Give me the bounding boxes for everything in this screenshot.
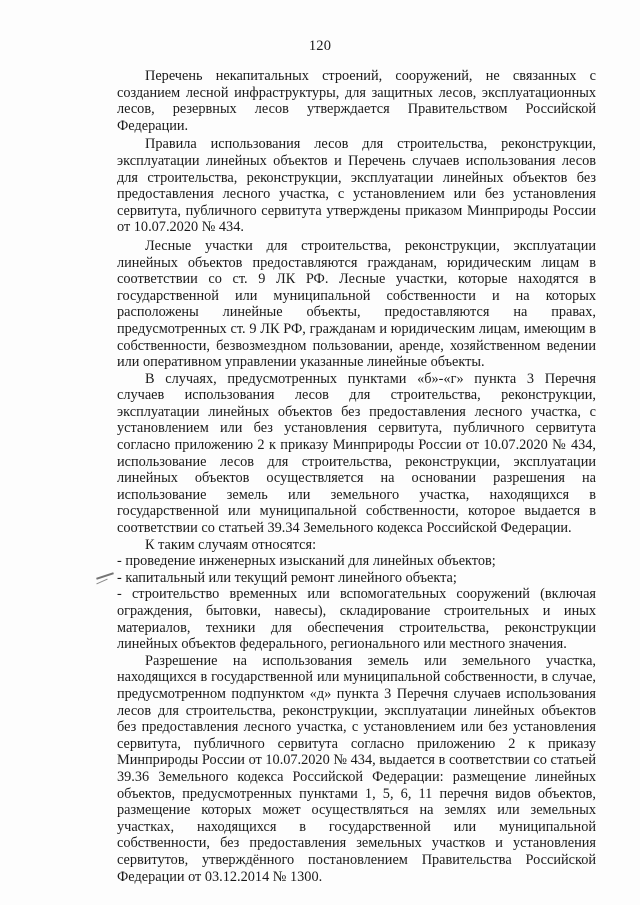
list-item-repair: - капитальный или текущий ремонт линейного объекта; (117, 569, 457, 586)
document-body (117, 68, 596, 885)
page-number: 120 (308, 38, 332, 54)
paragraph-noncapital-structures: Перечень некапитальных строений, сооружений, не связанных с созданием лесной инфраструктуры, для защитных лесов, эксплуатационных лесов, резервных лесов утверждается Правительством Российской Федерации. (117, 68, 596, 134)
paragraph-rules-linear-objects: Правила использования лесов для строительства, реконструкции, эксплуатации линейных объектов и Перечень случаев использования лесов для строительства, реконструкции, эксплуатации линейных объектов без предоставления лесного участка, с установлением или без установления сервитута, публичного сервитута утверждены приказом Минприроды России от 10.07.2020 № 434. (117, 136, 596, 236)
scan-artifact-mark (96, 579, 107, 585)
paragraph-land-use-permission: Разрешение на использования земель или земельного участка, находящихся в государственной или муниципальной собственности, в случае, предусмотренном подпунктом «д» пункта 3 Перечня случаев использования лесов для строительства, реконструкции, эксплуатации линейных объектов без предоставления лесного участка, с установлением или без установления сервитута, публичного сервитута согласно приложению 2 к приказу Минприроды России от 10.07.2020 № 434, выдается в соответствии со статьей 39.36 Земельного кодекса Российской Федерации: размещение линейных объектов, предусмотренных пунктами 1, 5, 6, 11 перечня видов объектов, размещение которых может осуществляться на землях или земельных участках, находящихся в государственной или муниципальной собственности, без предоставления земельных участков и установления сервитутов, утверждённого постановлением Правительства Российской Федерации от 03.12.2014 № 1300. (117, 652, 596, 885)
paragraph-cases-intro: К таким случаям относятся: (145, 536, 317, 553)
paragraph-cases-permission: В случаях, предусмотренных пунктами «б»-«г» пункта 3 Перечня случаев использования лесов для строительства, реконструкции, эксплуатации линейных объектов без предоставления лесного участка, с установлением или без установления сервитута, публичного сервитута согласно приложению 2 к приказу Минприроды России от 10.07.2020 № 434, использование лесов для строительства, реконструкции, эксплуатации линейных объектов осуществляется на основании разрешения на использование земель или земельного участка, находящихся в государственной или муниципальной собственности, которое выдается в соответствии со статьей 39.34 Земельного кодекса Российской Федерации. (117, 370, 596, 537)
list-item-surveys: - проведение инженерных изысканий для линейных объектов; (117, 553, 496, 570)
list-item-temporary-structures: - строительство временных или вспомогательных сооружений (включая ограждения, бытовки, навесы), складирование строительных и иных материалов, техники для обеспечения строительства, реконструкции линейных объектов федерального, регионального или местного значения. (117, 586, 596, 653)
paragraph-forest-plots-provision: Лесные участки для строительства, реконструкции, эксплуатации линейных объектов предоставляются гражданам, юридическим лицам в соответствии со ст. 9 ЛК РФ. Лесные участки, которые находятся в государственной или муниципальной собственности и на которых расположены линейные объекты, предоставляются на правах, предусмотренных ст. 9 ЛК РФ, гражданам и юридическим лицам, имеющим в собственности, безвозмездном пользовании, аренде, хозяйственном ведении или оперативном управлении указанные линейные объекты. (117, 237, 596, 371)
